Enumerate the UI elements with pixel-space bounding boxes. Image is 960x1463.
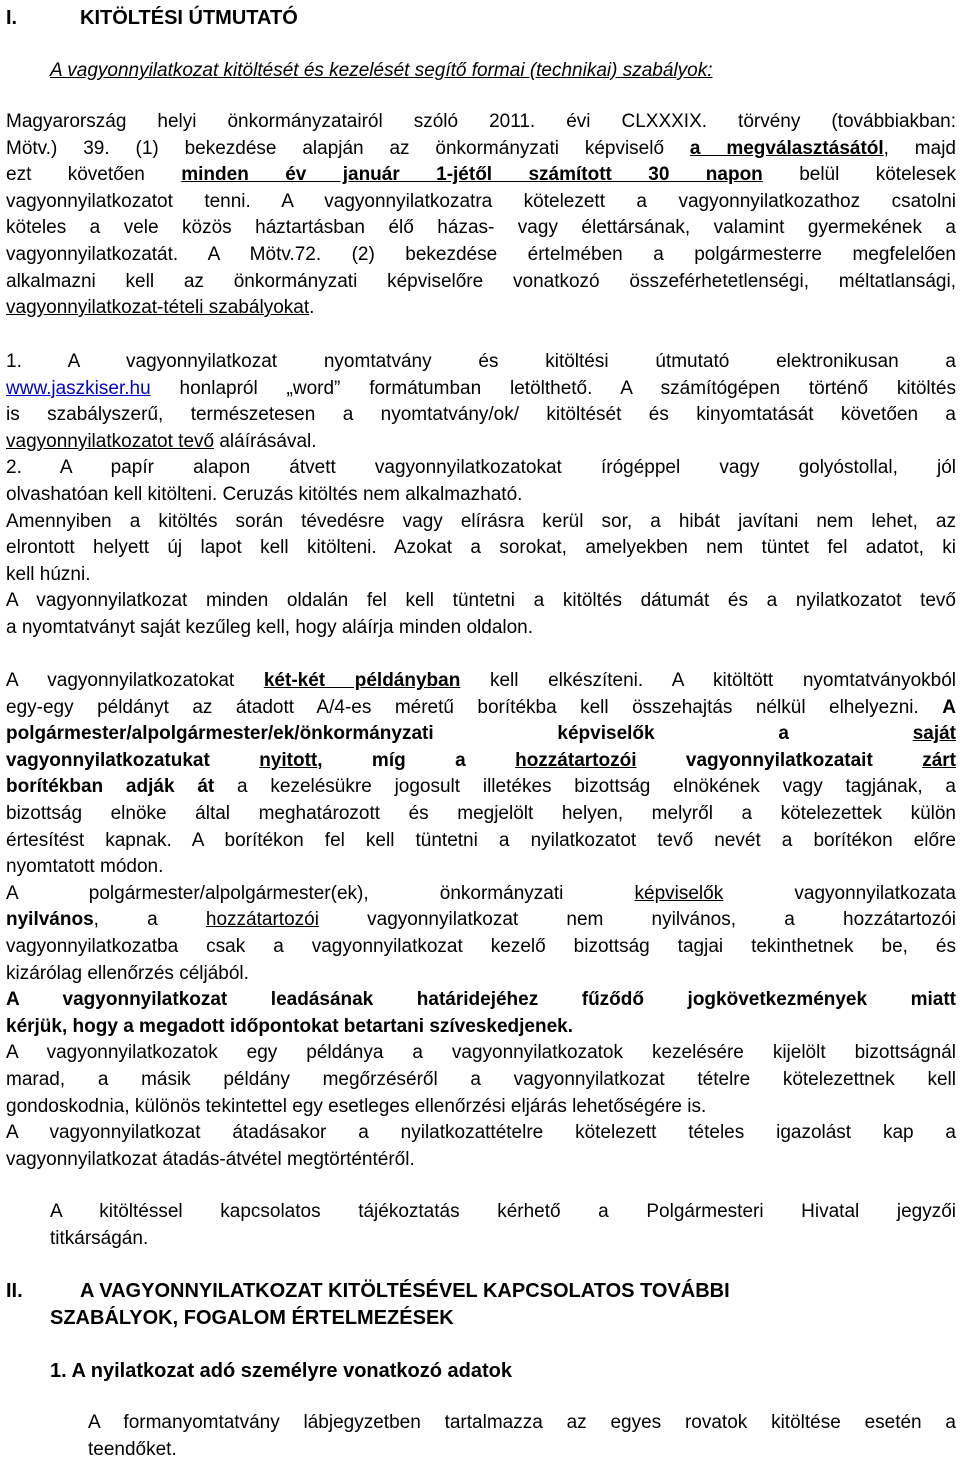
section-title-line: SZABÁLYOK, FOGALOM ÉRTELMEZÉSEK bbox=[50, 1307, 454, 1329]
paragraph-info bbox=[50, 1199, 956, 1252]
text-line: gondoskodnia, különös tekintettel egy esetleges ellenőrzési eljárás lehetőségére is. bbox=[6, 1095, 707, 1117]
text-line: vagyonnyilatkozat-tételi szabályokat. bbox=[6, 297, 315, 319]
text-line: nyomtatott módon. bbox=[6, 856, 164, 878]
text-line: Mötv.) 39. (1) bekezdése alapján az önkormányzati képviselő a megválasztásától, majd bbox=[6, 137, 956, 159]
subsection-heading: 1. A nyilatkozat adó személyre vonatkozó adatok bbox=[50, 1360, 512, 1382]
website-link[interactable]: www.jaszkiser.hu bbox=[6, 377, 151, 399]
section-number: II. bbox=[6, 1280, 23, 1302]
text-line: olvashatóan kell kitölteni. Ceruzás kitöltés nem alkalmazható. bbox=[6, 483, 523, 505]
text-line: ezt követően minden év január 1-jétől számított 30 napon belül kötelesek bbox=[6, 164, 956, 186]
text-line: elrontott helyett új lapot kell kitölteni. Azokat a sorokat, amelyekben nem tüntet fel adatot, ki bbox=[6, 537, 956, 559]
text-line: www.jaszkiser.hu honlapról „word” formátumban letölthető. A számítógépen történő kitöltés bbox=[6, 377, 956, 399]
text-line: A vagyonnyilatkozat átadásakor a nyilatkozattételre kötelezett tételes igazolást kap a bbox=[6, 1122, 956, 1144]
text-line: egy-egy példányt az átadott A/4-es méretű borítékba kell összehajtás nélkül elhelyezni. A bbox=[6, 696, 956, 718]
section-2-heading-cont bbox=[50, 1305, 454, 1331]
text-line: értesítést kapnak. A borítékon fel kell tüntetni a nyilatkozatot tevő nevét a borítékon előre bbox=[6, 829, 956, 851]
text-line: A formanyomtatvány lábjegyzetben tartalmazza az egyes rovatok kitöltése esetén a bbox=[88, 1412, 956, 1433]
text-line: A vagyonnyilatkozat minden oldalán fel kell tüntetni a kitöltés dátumát és a nyilatkozatot tevő bbox=[6, 590, 956, 612]
text-line: köteles a vele közös háztartásban élő házas- vagy élettársának, valamint gyermekének a bbox=[6, 217, 956, 239]
section-subtitle: A vagyonnyilatkozat kitöltését és kezelését segítő formai (technikai) szabályok: bbox=[50, 60, 713, 81]
paragraph-copies bbox=[6, 668, 956, 1173]
text-line: vagyonnyilatkozatot tenni. A vagyonnyilatkozatra kötelezett a vagyonnyilatkozathoz csatolni bbox=[6, 190, 956, 212]
text-line: polgármester/alpolgármester/ek/önkormányzati képviselők a saját bbox=[6, 723, 956, 745]
text-line: Amennyiben a kitöltés során tévedésre vagy elírásra kerül sor, a hibát javítani nem lehet, az bbox=[6, 510, 956, 532]
text-line: nyilvános, a hozzátartozói vagyonnyilatkozat nem nyilvános, a hozzátartozói bbox=[6, 909, 956, 931]
text-line: A vagyonnyilatkozatokat két-két példányban kell elkészíteni. A kitöltött nyomtatványokból bbox=[6, 670, 956, 691]
text-line: is szabályszerű, természetesen a nyomtatvány/ok/ kitöltését és kinyomtatását követően a bbox=[6, 404, 956, 426]
text-line: teendőket. bbox=[88, 1438, 177, 1460]
section-title-line: A VAGYONNYILATKOZAT KITÖLTÉSÉVEL KAPCSOLATOS TOVÁBBI bbox=[80, 1280, 730, 1302]
paragraph-legal-basis bbox=[6, 109, 956, 322]
text-line: marad, a másik példány megőrzéséről a vagyonnyilatkozat tételre kötelezettnek kell bbox=[6, 1068, 956, 1090]
text-line: Magyarország helyi önkormányzatairól szóló 2011. évi CLXXXIX. törvény (továbbiakban: bbox=[6, 111, 956, 132]
text-line: vagyonnyilatkozatot tevő aláírásával. bbox=[6, 430, 317, 452]
paragraph-form-rules bbox=[6, 349, 956, 642]
text-line: a nyomtatványt saját kezűleg kell, hogy aláírja minden oldalon. bbox=[6, 616, 534, 638]
text-line: kell húzni. bbox=[6, 563, 91, 585]
text-line: alkalmazni kell az önkormányzati képviselőre vonatkozó összeférhetetlenségi, méltatlansági, bbox=[6, 270, 956, 292]
text-line: borítékban adják át a kezelésükre jogosult illetékes bizottság elnökének vagy tagjának, a bbox=[6, 776, 956, 798]
text-line: bizottság elnöke által meghatározott és megjelölt helyen, melyről a kötelezettek külön bbox=[6, 802, 956, 824]
text-line: kizárólag ellenőrzés céljából. bbox=[6, 962, 249, 984]
text-line: A kitöltéssel kapcsolatos tájékoztatás kérhető a Polgármesteri Hivatal jegyzői bbox=[50, 1201, 956, 1222]
text-line: A vagyonnyilatkozat leadásának határidejéhez fűződő jogkövetkezmények miatt bbox=[6, 989, 956, 1011]
section-title: KITÖLTÉSI ÚTMUTATÓ bbox=[80, 7, 298, 29]
text-line: titkárságán. bbox=[50, 1227, 149, 1249]
text-line: 2. A papír alapon átvett vagyonnyilatkozatokat írógéppel vagy golyóstollal, jól bbox=[6, 457, 956, 479]
text-line: A polgármester/alpolgármester(ek), önkormányzati képviselők vagyonnyilatkozata bbox=[6, 882, 956, 904]
text-line: kérjük, hogy a megadott időpontokat betartani szíveskedjenek. bbox=[6, 1015, 573, 1037]
text-line: 1. A vagyonnyilatkozat nyomtatvány és kitöltési útmutató elektronikusan a bbox=[6, 351, 956, 372]
paragraph-footnote-info bbox=[88, 1410, 956, 1463]
text-line: vagyonnyilatkozatba csak a vagyonnyilatkozat kezelő bizottság tagjai tekinthetnek be, és bbox=[6, 935, 956, 957]
text-line: vagyonnyilatkozatukat nyitott, míg a hozzátartozói vagyonnyilatkozatait zárt bbox=[6, 749, 956, 771]
text-line: vagyonnyilatkozat átadás-átvétel megtörténtéről. bbox=[6, 1148, 415, 1170]
text-line: vagyonnyilatkozatát. A Mötv.72. (2) bekezdése értelmében a polgármesterre megfelelően bbox=[6, 243, 956, 265]
section-number: I. bbox=[6, 7, 18, 29]
text-line: A vagyonnyilatkozatok egy példánya a vagyonnyilatkozatok kezelésére kijelölt bizottságnál bbox=[6, 1042, 956, 1064]
